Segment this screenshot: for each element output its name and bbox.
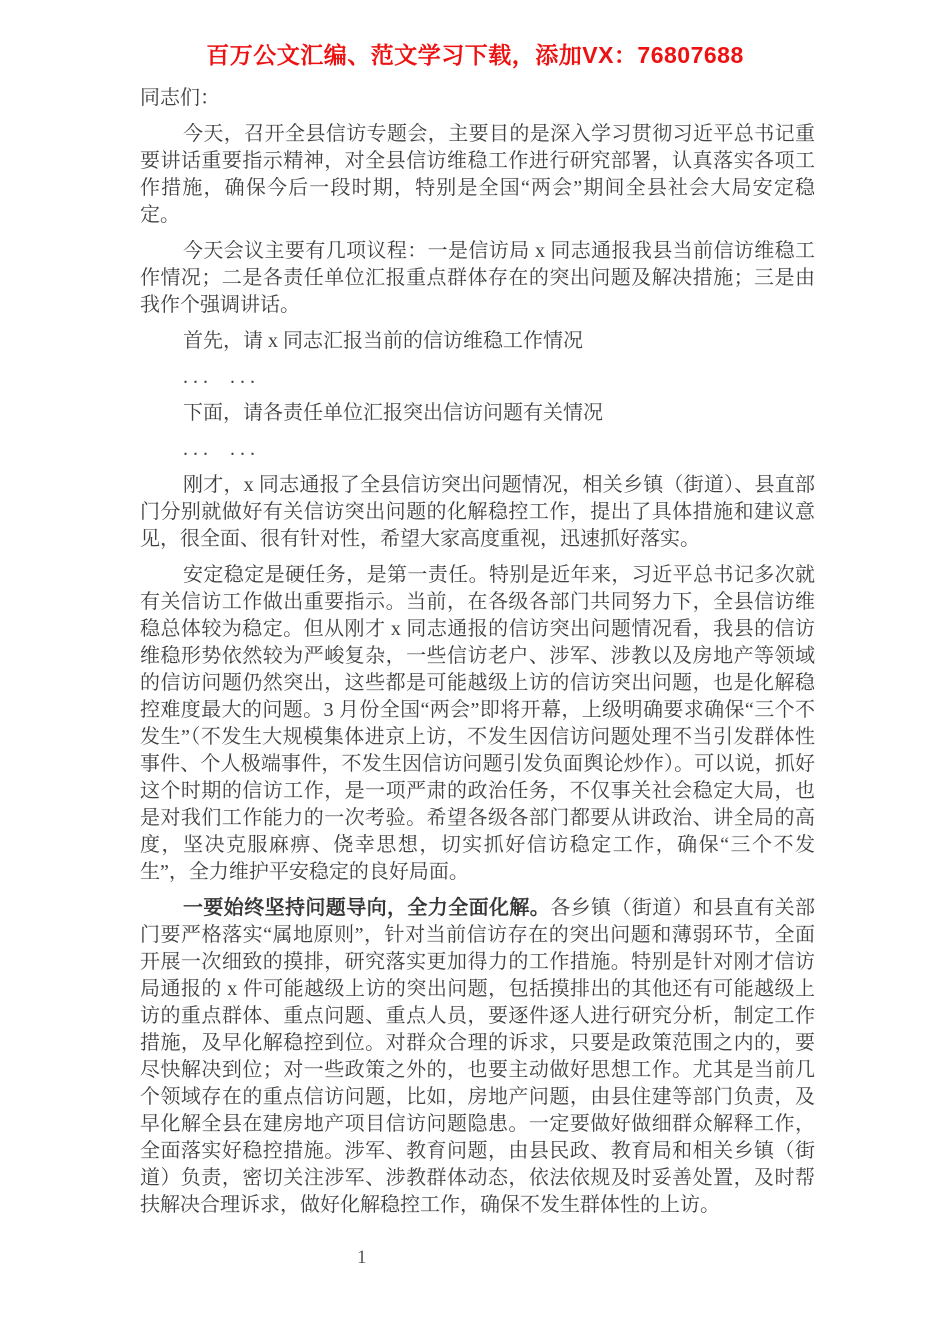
ellipsis-placeholder: ... ... xyxy=(183,366,260,388)
paragraph-agenda-intro: 今天，召开全县信访专题会，主要目的是深入学习贯彻习近平总书记重要讲话重要指示精神，对全县信访维稳工作进行研究部署，认真落实各项工作措施，确保今后一段时期，特别是全国“两会”期间全县社会大局安定稳定。 xyxy=(140,123,815,226)
salutation: 同志们： xyxy=(140,87,220,109)
paragraph-invite-units: 下面，请各责任单位汇报突出信访问题有关情况 xyxy=(183,402,603,424)
document-body xyxy=(140,85,815,1219)
paragraph-requirement-one xyxy=(140,895,815,1219)
ellipsis-placeholder: ... ... xyxy=(183,438,260,460)
page-number: 1 xyxy=(357,1247,367,1268)
watermark-notice: 百万公文汇编、范文学习下载，添加VX：76807688 xyxy=(206,42,744,68)
paragraph-summary-reports: 刚才，x 同志通报了全县信访突出问题情况，相关乡镇（街道）、县直部门分别就做好有关信访突出问题的化解稳控工作，提出了具体措施和建议意见，很全面、很有针对性，希望大家高度重视，迅速抓好落实。 xyxy=(140,474,815,550)
paragraph-requirement-one-body: 各乡镇（街道）和县直有关部门要严格落实“属地原则”，针对当前信访存在的突出问题和薄弱环节，全面开展一次细致的摸排，研究落实更加得力的工作措施。特别是针对刚才信访局通报的 x 件可能越级上访的突出问题，包括摸排出的其他还有可能越级上访的重点群体、重点问题、重点人员，要逐件逐人进行研究分析，制定工作措施，及早化解稳控到位。对群众合理的诉求，只要是政策范围之内的，要尽快解决到位；对一些政策之外的，也要主动做好思想工作。尤其是当前几个领域存在的重点信访问题，比如，房地产问题，由县住建等部门负责，及早化解全县在建房地产项目信访问题隐患。一定要做好做细群众解释工作，全面落实好稳控措施。涉军、教育问题，由县民政、教育局和相关乡镇（街道）负责，密切关注涉军、涉教群体动态，依法依规及时妥善处置，及时帮扶解决合理诉求，做好化解稳控工作，确保不发生群体性的上访。 xyxy=(140,897,816,1216)
paragraph-invite-report: 首先，请 x 同志汇报当前的信访维稳工作情况 xyxy=(183,330,583,352)
paragraph-bold-lead: 一要始终坚持问题导向，全力全面化解。 xyxy=(183,897,551,919)
paragraph-agenda-items: 今天会议主要有几项议程：一是信访局 x 同志通报我县当前信访维稳工作情况；二是各责任单位汇报重点群体存在的突出问题及解决措施；三是由我作个强调讲话。 xyxy=(140,240,815,316)
paragraph-stability-situation: 安定稳定是硬任务，是第一责任。特别是近年来，习近平总书记多次就有关信访工作做出重要指示。当前，在各级各部门共同努力下，全县信访维稳总体较为稳定。但从刚才 x 同志通报的信访突出问题情况看，我县的信访维稳形势依然较为严峻复杂，一些信访老户、涉军、涉教以及房地产等领域的信访问题仍然突出，这些都是可能越级上访的信访突出问题，也是化解稳控难度最大的问题。3 月份全国“两会”即将开幕，上级明确要求确保“三个不发生”（不发生大规模集体进京上访，不发生因信访问题处理不当引发群体性事件、个人极端事件，不发生因信访问题引发负面舆论炒作）。可以说，抓好这个时期的信访工作，是一项严肃的政治任务，不仅事关社会稳定大局，也是对我们工作能力的一次考验。希望各级各部门都要从讲政治、讲全局的高度，坚决克服麻痹、侥幸思想，切实抓好信访稳定工作，确保“三个不发生”，全力维护平安稳定的良好局面。 xyxy=(140,564,815,883)
